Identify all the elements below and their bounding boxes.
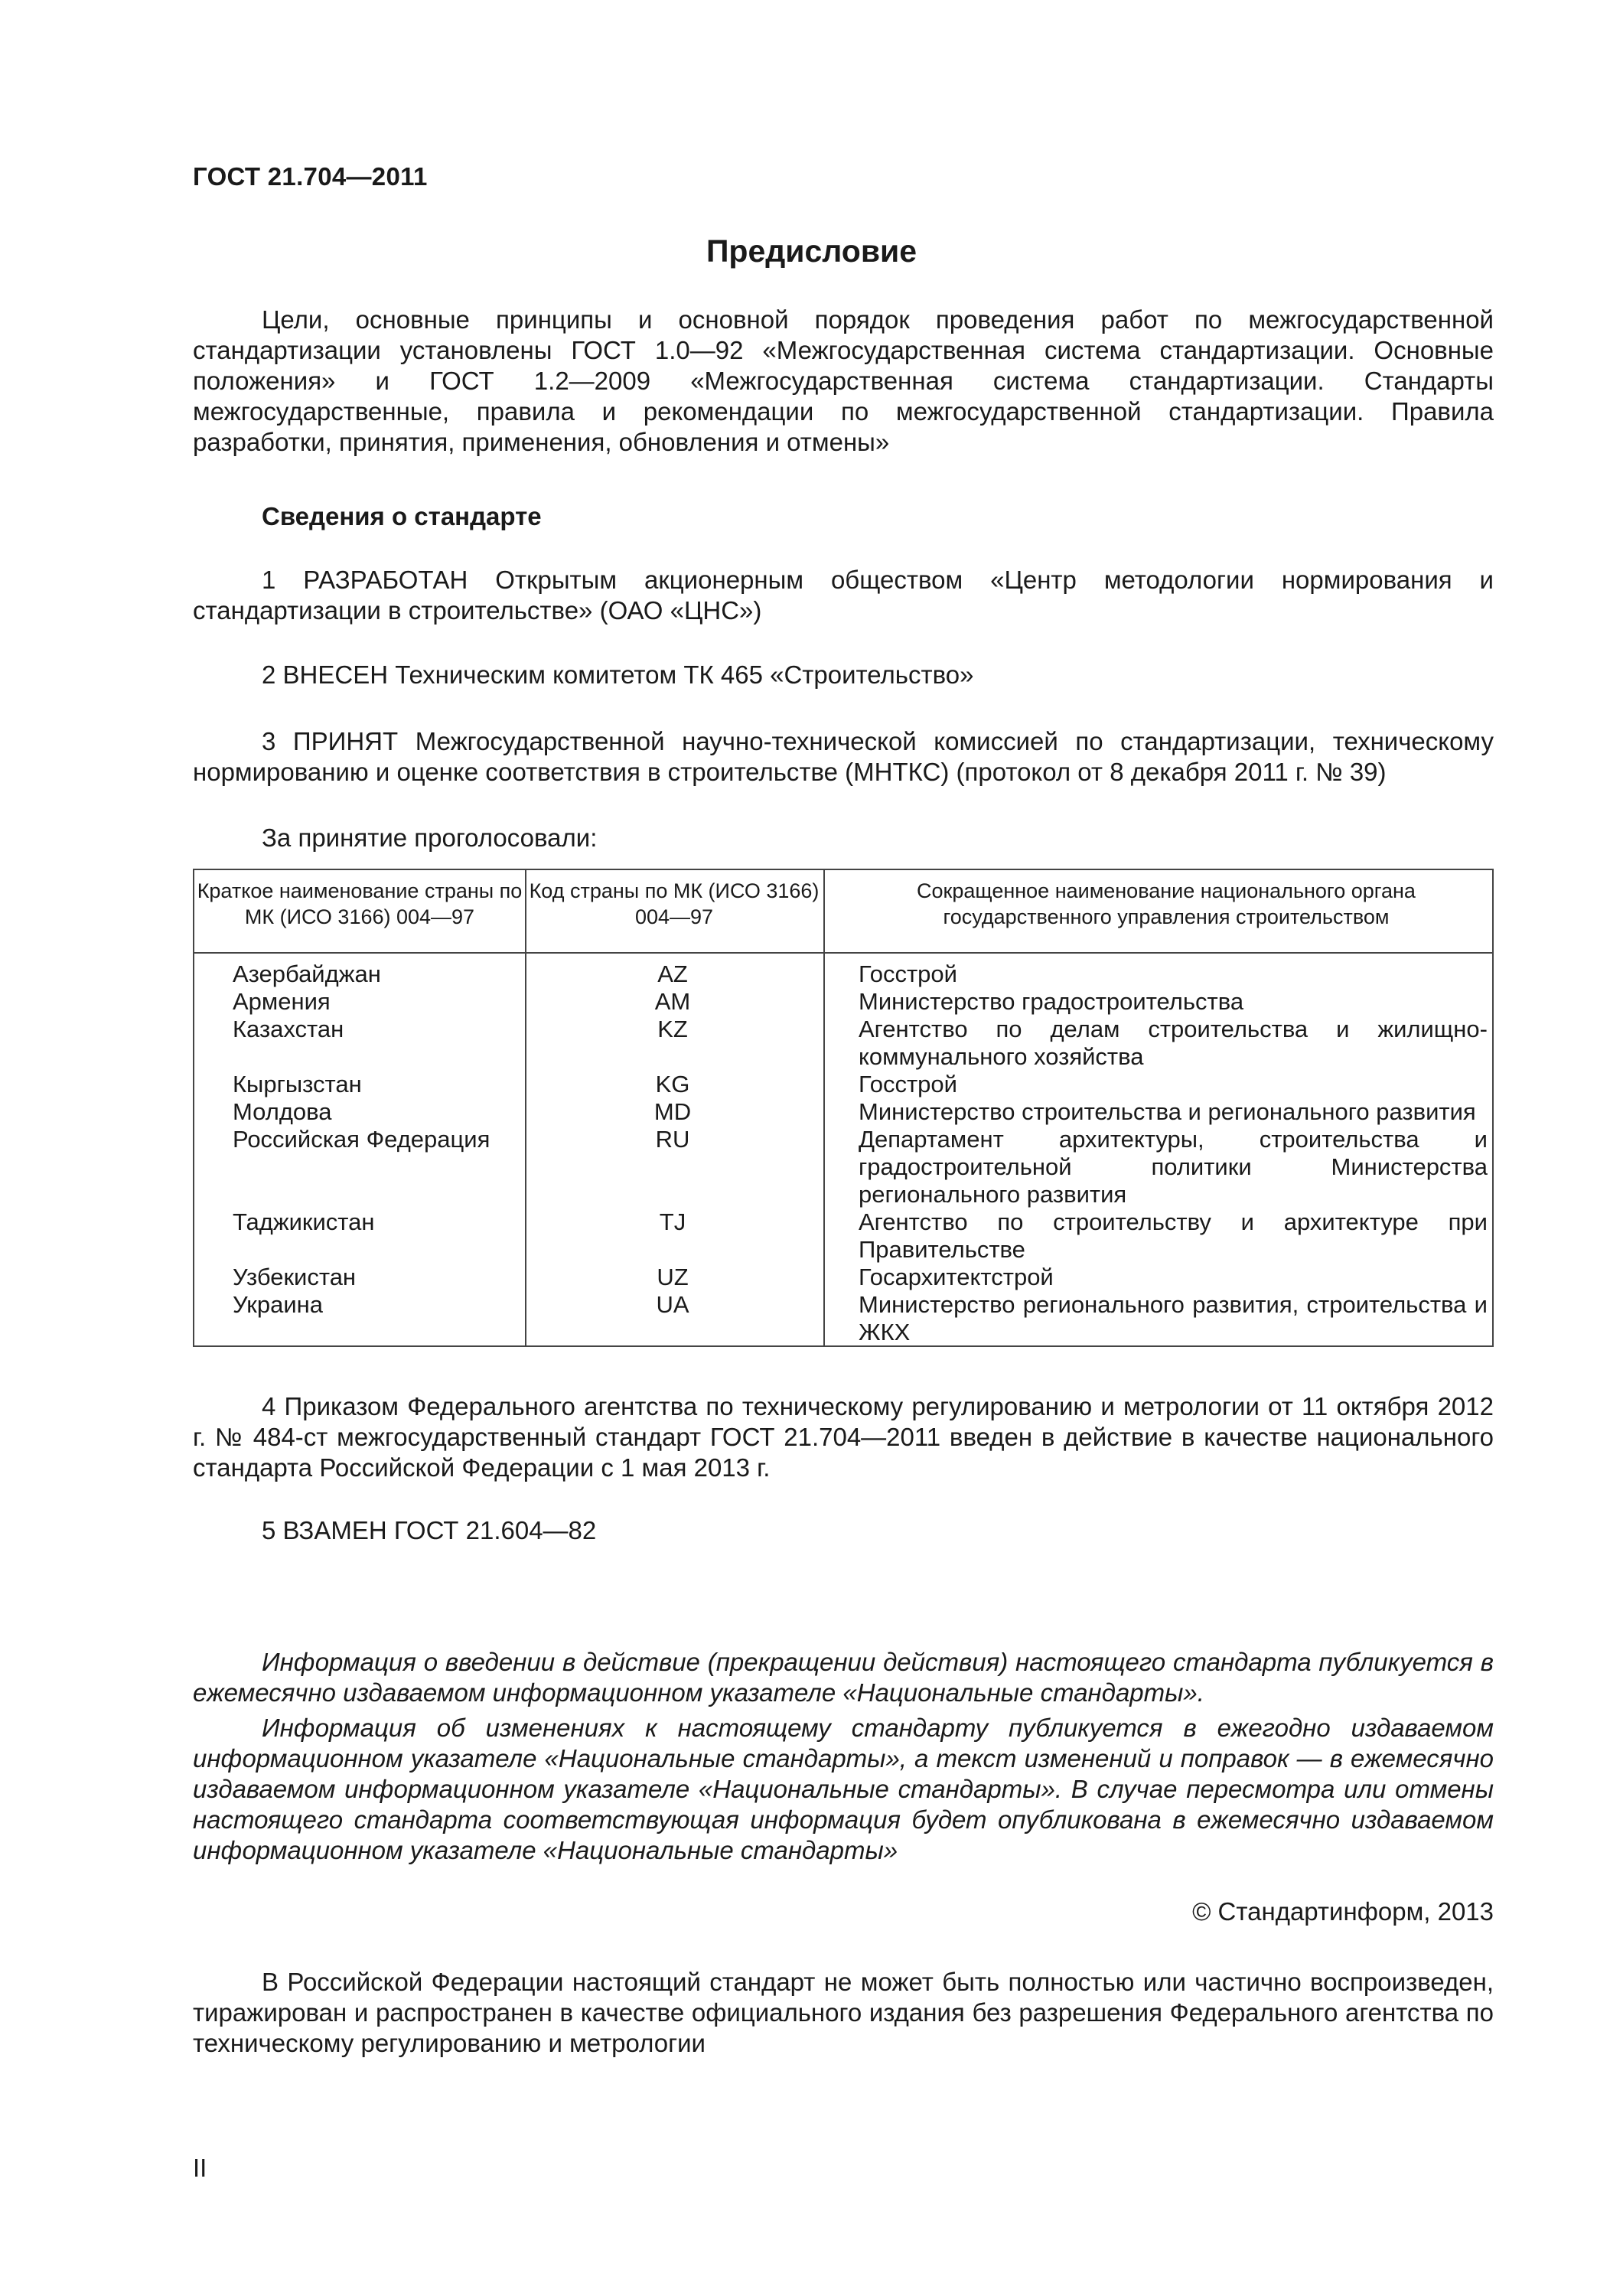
table-cell-code: KZ xyxy=(657,1016,688,1042)
table-header-divider xyxy=(194,952,1492,954)
table-cell-body: Министерство регионального развития, строительства и ЖКХ xyxy=(859,1291,1488,1345)
rights-paragraph: В Российской Федерации настоящий стандарт не может быть полностью или частично воспроизведен, тиражирован и распространен в качестве официального издания без разрешения Федерального агентства по техническому регулированию и метрологии xyxy=(193,1968,1494,2057)
table-cell-body: Госстрой xyxy=(859,1071,957,1097)
page-title: Предисловие xyxy=(706,233,917,269)
table-cell-code: TJ xyxy=(659,1208,686,1235)
table-cell-code: UA xyxy=(656,1291,689,1318)
table-cell-body: Агентство по строительству и архитектуре при Правительстве xyxy=(859,1208,1488,1263)
voting-table xyxy=(193,869,1494,1347)
table-cell-body: Госархитектстрой xyxy=(859,1264,1054,1290)
table-cell-country: Армения xyxy=(233,988,331,1015)
table-cell-code: AZ xyxy=(657,960,688,987)
table-cell-country: Украина xyxy=(233,1291,324,1318)
item-4-paragraph: 4 Приказом Федерального агентства по техническому регулированию и метрологии от 11 октября 2012 г. № 484-ст межгосударственный стандарт ГОСТ 21.704—2011 введен в действие в качестве национального стандарта Российской Федерации с 1 мая 2013 г. xyxy=(193,1392,1494,1482)
table-cell-country: Азербайджан xyxy=(233,960,381,987)
table-cell-code: KG xyxy=(655,1071,690,1097)
table-cell-body: Госстрой xyxy=(859,960,957,987)
table-cell-country: Казахстан xyxy=(233,1016,344,1042)
table-column-divider xyxy=(823,870,825,1345)
item-5-paragraph: 5 ВЗАМЕН ГОСТ 21.604—82 xyxy=(262,1516,597,1544)
table-header-code: Код страны по МК (ИСО 3166) 004—97 xyxy=(529,879,820,928)
table-cell-country: Кыргызстан xyxy=(233,1071,362,1097)
table-cell-country: Молдова xyxy=(233,1098,332,1125)
vote-label: За принятие проголосовали: xyxy=(262,823,598,852)
table-cell-code: RU xyxy=(655,1126,690,1153)
table-cell-code: AM xyxy=(654,988,691,1015)
table-cell-body: Агентство по делам строительства и жилищно-коммунального хозяйства xyxy=(859,1016,1488,1070)
table-header-body: Сокращенное наименование национального органа государственного управления строительством xyxy=(917,879,1416,928)
table-cell-body: Министерство строительства и регионального развития xyxy=(859,1098,1476,1125)
item-3-paragraph: 3 ПРИНЯТ Межгосударственной научно-технической комиссией по стандартизации, техническому нормированию и оценке соответствия в строительстве (МНТКС) (протокол от 8 декабря 2011 г. № 39) xyxy=(193,727,1494,786)
table-cell-code: UZ xyxy=(657,1264,689,1290)
intro-paragraph: Цели, основные принципы и основной порядок проведения работ по межгосударственной стандартизации установлены ГОСТ 1.0—92 «Межгосударственная система стандартизации. Основные положения» и ГОСТ 1.2—2009 «Межгосударственная система стандартизации. Стандарты межгосударственные, правила и рекомендации по межгосударственной стандартизации. Правила разработки, принятия, применения, обновления и отмены» xyxy=(193,305,1494,456)
section-heading: Сведения о стандарте xyxy=(262,502,542,530)
notice-paragraph-2: Информация об изменениях к настоящему стандарту публикуется в ежегодно издаваемом информационном указателе «Национальные стандарты», а текст изменений и поправок — в ежемесячно издаваемом информационном указателе «Национальные стандарты». В случае пересмотра или отмены настоящего стандарта соответствующая информация будет опубликована в ежемесячно издаваемом информационном указателе «Национальные стандарты» xyxy=(193,1714,1494,1864)
document-id: ГОСТ 21.704—2011 xyxy=(193,162,428,191)
table-cell-body: Министерство градостроительства xyxy=(859,988,1244,1015)
table-cell-country: Таджикистан xyxy=(233,1208,375,1235)
table-header-country: Краткое наименование страны по МК (ИСО 3166) 004—97 xyxy=(197,879,523,928)
item-2-paragraph: 2 ВНЕСЕН Техническим комитетом ТК 465 «Строительство» xyxy=(262,660,974,689)
table-cell-body: Департамент архитектуры, строительства и градостроительной политики Министерства регионального развития xyxy=(859,1126,1488,1208)
copyright-line: © Стандартинформ, 2013 xyxy=(1192,1897,1494,1926)
page-number: II xyxy=(193,2154,207,2182)
table-cell-code: MD xyxy=(653,1098,692,1125)
table-cell-country: Узбекистан xyxy=(233,1264,357,1290)
notice-paragraph-1: Информация о введении в действие (прекращении действия) настоящего стандарта публикуется в ежемесячно издаваемом информационном указателе «Национальные стандарты». xyxy=(193,1648,1494,1707)
item-1-paragraph: 1 РАЗРАБОТАН Открытым акционерным обществом «Центр методологии нормирования и стандартизации в строительстве» (ОАО «ЦНС») xyxy=(193,566,1494,625)
table-cell-country: Российская Федерация xyxy=(233,1126,490,1153)
